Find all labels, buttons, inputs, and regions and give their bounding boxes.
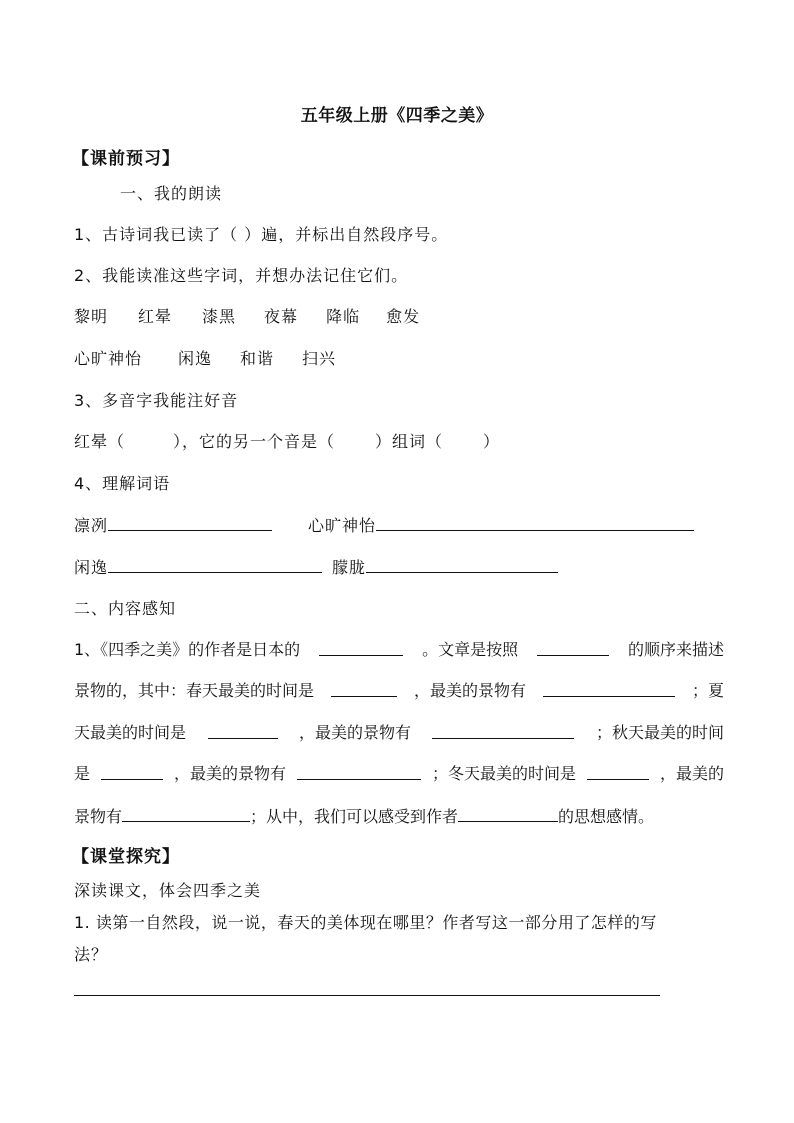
word-row-1 xyxy=(74,307,420,327)
word-item: 心旷神怡 xyxy=(74,349,143,368)
answer-blank[interactable] xyxy=(366,557,558,573)
term-label: 心旷神怡 xyxy=(308,516,377,535)
term-label: 朦胧 xyxy=(332,558,367,577)
explore-question-1-cont: 法？ xyxy=(74,945,109,964)
content-para-line-4: 是 ，最美的景物有 ；冬天最美的时间是 ，最美的 xyxy=(74,764,724,783)
answer-blank[interactable] xyxy=(376,515,694,531)
answer-blank[interactable] xyxy=(208,723,278,739)
word-item: 闲逸 xyxy=(178,349,213,368)
question-3: 3、多音字我能注好音 xyxy=(74,391,239,410)
answer-blank[interactable] xyxy=(297,764,421,780)
content-para-line-1: 1、《四季之美》的作者是日本的 。文章是按照 的顺序来描述 xyxy=(74,640,724,659)
answer-blank[interactable] xyxy=(587,764,649,780)
explore-question-1: 1. 读第一自然段，说一说，春天的美体现在哪里？作者写这一部分用了怎样的写 xyxy=(74,913,657,932)
page-title: 五年级上册《四季之美》 xyxy=(300,106,494,126)
polyphone-line: 红晕（ ），它的另一个音是（ ）组词（ ） xyxy=(74,432,501,451)
explore-heading: 【课堂探究】 xyxy=(72,847,180,867)
word-item: 夜幕 xyxy=(264,307,299,326)
answer-blank[interactable] xyxy=(331,681,397,697)
answer-blank[interactable] xyxy=(108,515,272,531)
answer-blank[interactable] xyxy=(537,640,609,656)
word-item: 扫兴 xyxy=(302,349,337,368)
content-para-line-3: 天最美的时间是 ，最美的景物有 ；秋天最美的时间 xyxy=(74,723,724,742)
question-4: 4、理解词语 xyxy=(74,474,171,493)
word-item: 黎明 xyxy=(74,307,109,326)
content-para-line-5: 景物有 ；从中，我们可以感受到作者 的思想感情。 xyxy=(74,807,655,826)
answer-blank[interactable] xyxy=(101,764,163,780)
content-heading: 二、内容感知 xyxy=(74,599,177,618)
question-1: 1、古诗词我已读了（ ）遍，并标出自然段序号。 xyxy=(74,225,449,244)
word-row-2 xyxy=(74,349,336,369)
answer-blank[interactable] xyxy=(458,806,558,822)
answer-blank[interactable] xyxy=(122,806,250,822)
answer-blank[interactable] xyxy=(108,557,322,573)
term-row-1 xyxy=(74,515,694,536)
preview-heading: 【课前预习】 xyxy=(72,149,180,169)
term-label: 闲逸 xyxy=(74,558,109,577)
answer-blank[interactable] xyxy=(432,723,574,739)
answer-blank[interactable] xyxy=(319,640,403,656)
answer-line[interactable] xyxy=(74,995,660,996)
answer-blank[interactable] xyxy=(543,681,675,697)
term-label: 凛冽 xyxy=(74,516,109,535)
word-item: 降临 xyxy=(326,307,361,326)
content-para-line-2: 景物的，其中：春天最美的时间是 ，最美的景物有 ；夏 xyxy=(74,681,724,700)
word-item: 漆黑 xyxy=(202,307,237,326)
word-item: 愈发 xyxy=(386,307,421,326)
explore-intro: 深读课文，体会四季之美 xyxy=(74,881,262,900)
term-row-2 xyxy=(74,557,558,578)
reading-title: 一、我的朗读 xyxy=(120,184,223,203)
question-2: 2、我能读准这些字词，并想办法记住它们。 xyxy=(74,266,409,285)
word-item: 红晕 xyxy=(138,307,173,326)
word-item: 和谐 xyxy=(240,349,275,368)
